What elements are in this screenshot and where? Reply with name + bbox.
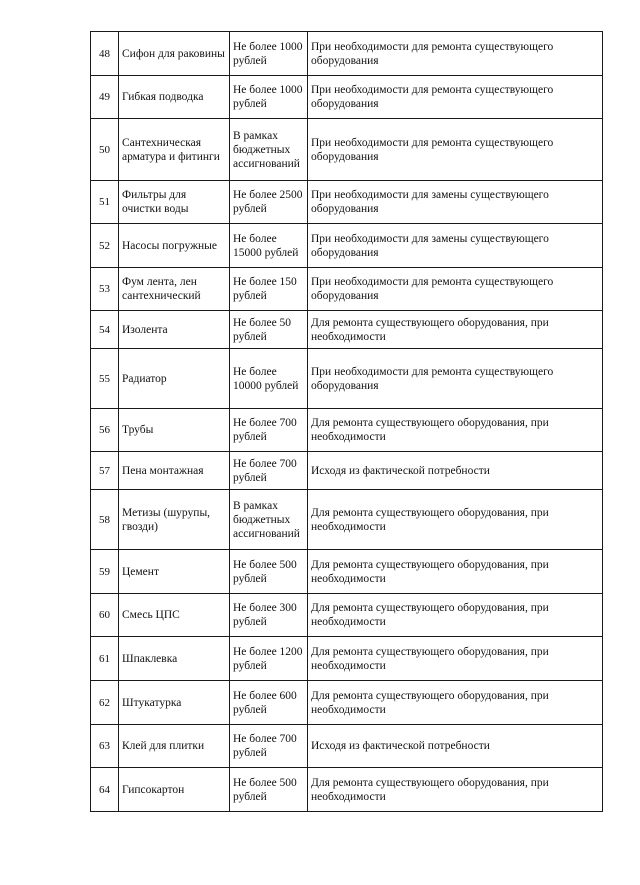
goods-table-body [91, 32, 603, 812]
item-note: При необходимости для ремонта существующего оборудования [308, 268, 603, 311]
item-price-limit: Не более 500 рублей [230, 550, 308, 594]
item-name: Насосы погружные [119, 224, 230, 268]
item-price-limit: Не более 150 рублей [230, 268, 308, 311]
row-number: 56 [91, 409, 119, 452]
row-number: 60 [91, 594, 119, 637]
table-row [91, 119, 603, 181]
item-name: Пена монтажная [119, 452, 230, 490]
item-price-limit: Не более 2500 рублей [230, 181, 308, 224]
table-row [91, 594, 603, 637]
item-note: При необходимости для ремонта существующего оборудования [308, 32, 603, 76]
item-note: Для ремонта существующего оборудования, при необходимости [308, 409, 603, 452]
table-row [91, 268, 603, 311]
item-note: При необходимости для ремонта существующего оборудования [308, 349, 603, 409]
item-note: При необходимости для замены существующего оборудования [308, 181, 603, 224]
item-name: Изолента [119, 311, 230, 349]
row-number: 52 [91, 224, 119, 268]
row-number: 64 [91, 768, 119, 812]
row-number: 55 [91, 349, 119, 409]
item-price-limit: Не более 10000 рублей [230, 349, 308, 409]
item-note: Для ремонта существующего оборудования, при необходимости [308, 550, 603, 594]
item-name: Трубы [119, 409, 230, 452]
row-number: 48 [91, 32, 119, 76]
item-note: При необходимости для ремонта существующего оборудования [308, 119, 603, 181]
row-number: 53 [91, 268, 119, 311]
item-note: Для ремонта существующего оборудования, при необходимости [308, 637, 603, 681]
table-row [91, 76, 603, 119]
row-number: 63 [91, 725, 119, 768]
item-note: При необходимости для ремонта существующего оборудования [308, 76, 603, 119]
item-name: Гибкая подводка [119, 76, 230, 119]
item-name: Смесь ЦПС [119, 594, 230, 637]
item-price-limit: Не более 1000 рублей [230, 76, 308, 119]
table-row [91, 681, 603, 725]
item-name: Метизы (шурупы, гвозди) [119, 490, 230, 550]
table-row [91, 32, 603, 76]
item-note: Исходя из фактической потребности [308, 725, 603, 768]
item-name: Цемент [119, 550, 230, 594]
goods-table [90, 31, 603, 812]
item-price-limit: Не более 50 рублей [230, 311, 308, 349]
item-note: Для ремонта существующего оборудования, при необходимости [308, 490, 603, 550]
item-name: Фильтры для очистки воды [119, 181, 230, 224]
row-number: 58 [91, 490, 119, 550]
item-name: Штукатурка [119, 681, 230, 725]
item-name: Гипсокартон [119, 768, 230, 812]
item-price-limit: Не более 1200 рублей [230, 637, 308, 681]
table-row [91, 311, 603, 349]
table-row [91, 452, 603, 490]
item-note: Для ремонта существующего оборудования, при необходимости [308, 311, 603, 349]
row-number: 57 [91, 452, 119, 490]
table-row [91, 409, 603, 452]
row-number: 49 [91, 76, 119, 119]
table-row [91, 181, 603, 224]
table-row [91, 725, 603, 768]
row-number: 62 [91, 681, 119, 725]
table-row [91, 224, 603, 268]
item-price-limit: Не более 700 рублей [230, 725, 308, 768]
item-price-limit: Не более 500 рублей [230, 768, 308, 812]
table-row [91, 637, 603, 681]
item-note: При необходимости для замены существующего оборудования [308, 224, 603, 268]
item-note: Для ремонта существующего оборудования, при необходимости [308, 594, 603, 637]
item-name: Шпаклевка [119, 637, 230, 681]
item-price-limit: Не более 700 рублей [230, 409, 308, 452]
item-note: Исходя из фактической потребности [308, 452, 603, 490]
item-price-limit: В рамках бюджетных ассигнований [230, 490, 308, 550]
item-price-limit: Не более 15000 рублей [230, 224, 308, 268]
table-row [91, 768, 603, 812]
row-number: 54 [91, 311, 119, 349]
item-price-limit: Не более 300 рублей [230, 594, 308, 637]
item-price-limit: Не более 1000 рублей [230, 32, 308, 76]
item-note: Для ремонта существующего оборудования, при необходимости [308, 681, 603, 725]
item-name: Сантехническая арматура и фитинги [119, 119, 230, 181]
row-number: 61 [91, 637, 119, 681]
table-row [91, 490, 603, 550]
row-number: 59 [91, 550, 119, 594]
item-price-limit: Не более 600 рублей [230, 681, 308, 725]
table-row [91, 349, 603, 409]
item-name: Сифон для раковины [119, 32, 230, 76]
item-price-limit: Не более 700 рублей [230, 452, 308, 490]
item-price-limit: В рамках бюджетных ассигнований [230, 119, 308, 181]
item-name: Клей для плитки [119, 725, 230, 768]
item-name: Радиатор [119, 349, 230, 409]
item-name: Фум лента, лен сантехнический [119, 268, 230, 311]
row-number: 51 [91, 181, 119, 224]
row-number: 50 [91, 119, 119, 181]
table-row [91, 550, 603, 594]
item-note: Для ремонта существующего оборудования, при необходимости [308, 768, 603, 812]
